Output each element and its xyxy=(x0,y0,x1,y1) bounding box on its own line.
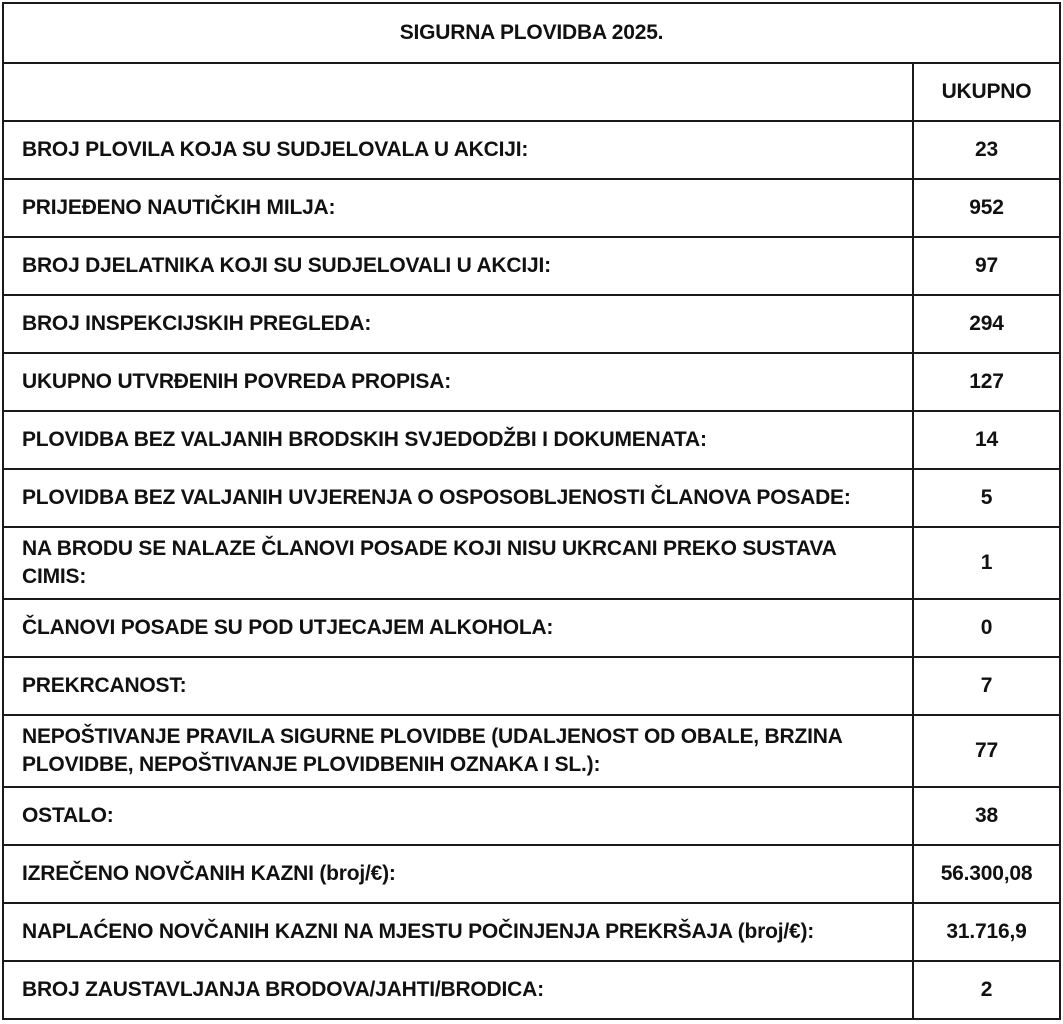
table-row xyxy=(3,715,1060,787)
table-row xyxy=(3,527,1060,599)
row-value: 7 xyxy=(913,657,1060,715)
row-label: UKUPNO UTVRĐENIH POVREDA PROPISA: xyxy=(3,353,913,411)
table-title-row xyxy=(3,3,1060,63)
row-label: NEPOŠTIVANJE PRAVILA SIGURNE PLOVIDBE (UDALJENOST OD OBALE, BRZINA PLOVIDBE, NEPOŠTIVANJE PLOVIDBENIH OZNAKA I SL.): xyxy=(3,715,913,787)
row-value: 77 xyxy=(913,715,1060,787)
row-value: 38 xyxy=(913,787,1060,845)
row-label: BROJ DJELATNIKA KOJI SU SUDJELOVALI U AKCIJI: xyxy=(3,237,913,295)
row-value: 31.716,9 xyxy=(913,903,1060,961)
table-row xyxy=(3,657,1060,715)
table-header-row xyxy=(3,63,1060,121)
row-value: 1 xyxy=(913,527,1060,599)
row-label: PLOVIDBA BEZ VALJANIH BRODSKIH SVJEDODŽBI I DOKUMENATA: xyxy=(3,411,913,469)
row-value: 5 xyxy=(913,469,1060,527)
row-label: OSTALO: xyxy=(3,787,913,845)
row-label: NA BRODU SE NALAZE ČLANOVI POSADE KOJI NISU UKRCANI PREKO SUSTAVA CIMIS: xyxy=(3,527,913,599)
row-label: BROJ INSPEKCIJSKIH PREGLEDA: xyxy=(3,295,913,353)
row-value: 56.300,08 xyxy=(913,845,1060,903)
row-label: PREKRCANOST: xyxy=(3,657,913,715)
table-row xyxy=(3,845,1060,903)
row-label: ČLANOVI POSADE SU POD UTJECAJEM ALKOHOLA: xyxy=(3,599,913,657)
row-value: 127 xyxy=(913,353,1060,411)
table-row xyxy=(3,179,1060,237)
row-value: 952 xyxy=(913,179,1060,237)
row-label: BROJ PLOVILA KOJA SU SUDJELOVALA U AKCIJI: xyxy=(3,121,913,179)
row-label: BROJ ZAUSTAVLJANJA BRODOVA/JAHTI/BRODICA: xyxy=(3,961,913,1019)
row-label: PRIJEĐENO NAUTIČKIH MILJA: xyxy=(3,179,913,237)
table-title: SIGURNA PLOVIDBA 2025. xyxy=(3,3,1060,63)
statistics-table xyxy=(2,2,1061,1020)
row-value: 2 xyxy=(913,961,1060,1019)
table-row xyxy=(3,121,1060,179)
table-row xyxy=(3,903,1060,961)
table-row xyxy=(3,295,1060,353)
table-row xyxy=(3,787,1060,845)
table-row xyxy=(3,961,1060,1019)
row-label: NAPLAĆENO NOVČANIH KAZNI NA MJESTU POČINJENJA PREKRŠAJA (broj/€): xyxy=(3,903,913,961)
header-empty-cell xyxy=(3,63,913,121)
row-value: 97 xyxy=(913,237,1060,295)
column-header-total: UKUPNO xyxy=(913,63,1060,121)
table-row xyxy=(3,353,1060,411)
row-value: 294 xyxy=(913,295,1060,353)
row-value: 0 xyxy=(913,599,1060,657)
row-label: IZREČENO NOVČANIH KAZNI (broj/€): xyxy=(3,845,913,903)
table-row xyxy=(3,411,1060,469)
row-value: 23 xyxy=(913,121,1060,179)
row-value: 14 xyxy=(913,411,1060,469)
table-row xyxy=(3,237,1060,295)
row-label: PLOVIDBA BEZ VALJANIH UVJERENJA O OSPOSOBLJENOSTI ČLANOVA POSADE: xyxy=(3,469,913,527)
table-row xyxy=(3,599,1060,657)
table-row xyxy=(3,469,1060,527)
